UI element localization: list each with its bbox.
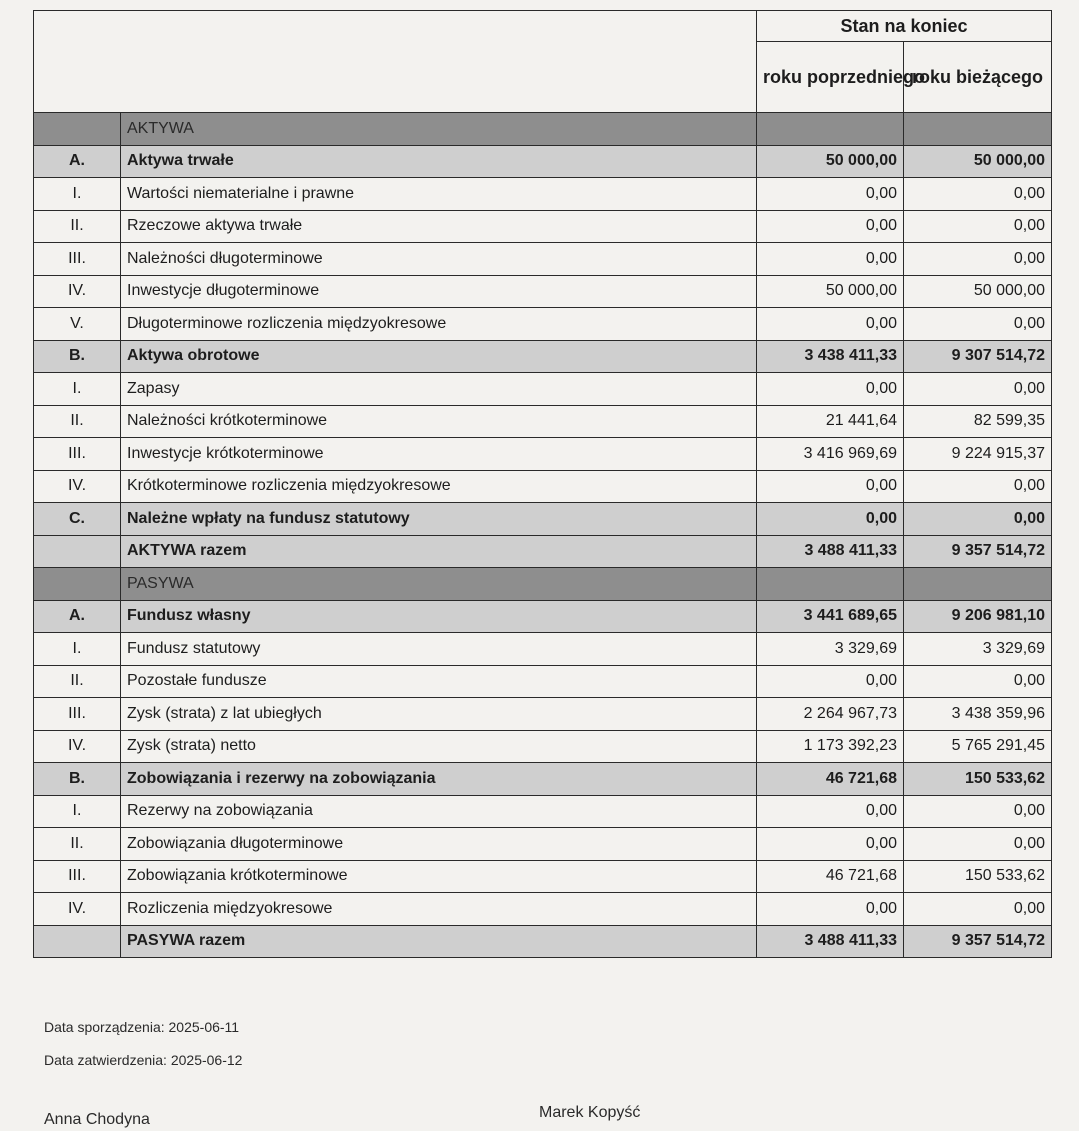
header-roku-poprzedniego: roku poprzedniego	[757, 42, 904, 113]
group-row	[34, 340, 1052, 373]
row-label: Zobowiązania i rezerwy na zobowiązania	[121, 763, 757, 796]
table-row	[34, 373, 1052, 406]
value-current-year: 9 357 514,72	[904, 535, 1052, 568]
row-code	[34, 113, 121, 146]
value-current-year: 5 765 291,45	[904, 730, 1052, 763]
value-previous-year: 21 441,64	[757, 405, 904, 438]
total-row	[34, 535, 1052, 568]
value-current-year: 0,00	[904, 308, 1052, 341]
value-current-year: 0,00	[904, 665, 1052, 698]
section-row	[34, 568, 1052, 601]
row-label: Inwestycje długoterminowe	[121, 275, 757, 308]
row-code: II.	[34, 405, 121, 438]
row-code: I.	[34, 795, 121, 828]
row-code: B.	[34, 340, 121, 373]
value-current-year: 0,00	[904, 210, 1052, 243]
row-label: Rezerwy na zobowiązania	[121, 795, 757, 828]
value-previous-year: 1 173 392,23	[757, 730, 904, 763]
date-approved: Data zatwierdzenia: 2025-06-12	[44, 1052, 243, 1068]
value-current-year: 9 357 514,72	[904, 925, 1052, 958]
table-row	[34, 698, 1052, 731]
table-row	[34, 633, 1052, 666]
row-code: I.	[34, 178, 121, 211]
signer-right: Marek Kopyść	[539, 1104, 641, 1121]
value-current-year: 0,00	[904, 503, 1052, 536]
row-code: III.	[34, 243, 121, 276]
table-row	[34, 308, 1052, 341]
row-label: Należności długoterminowe	[121, 243, 757, 276]
value-previous-year: 0,00	[757, 828, 904, 861]
header-stan-na-koniec: Stan na koniec	[757, 11, 1052, 42]
group-row	[34, 145, 1052, 178]
value-previous-year: 3 488 411,33	[757, 925, 904, 958]
row-label: Aktywa obrotowe	[121, 340, 757, 373]
value-current-year: 9 206 981,10	[904, 600, 1052, 633]
table-row	[34, 243, 1052, 276]
value-previous-year: 0,00	[757, 210, 904, 243]
value-previous-year: 0,00	[757, 665, 904, 698]
row-code: IV.	[34, 893, 121, 926]
row-label: Należności krótkoterminowe	[121, 405, 757, 438]
value-previous-year: 0,00	[757, 308, 904, 341]
row-label: Wartości niematerialne i prawne	[121, 178, 757, 211]
value-current-year: 150 533,62	[904, 860, 1052, 893]
row-label: AKTYWA razem	[121, 535, 757, 568]
date-prepared: Data sporządzenia: 2025-06-11	[44, 1019, 240, 1035]
value-current-year	[904, 568, 1052, 601]
table-row	[34, 730, 1052, 763]
header-blank-cell	[34, 11, 757, 113]
row-label: PASYWA razem	[121, 925, 757, 958]
row-code: II.	[34, 665, 121, 698]
value-previous-year: 0,00	[757, 178, 904, 211]
row-label: Krótkoterminowe rozliczenia międzyokresowe	[121, 470, 757, 503]
value-current-year: 82 599,35	[904, 405, 1052, 438]
value-previous-year: 2 264 967,73	[757, 698, 904, 731]
table-row	[34, 470, 1052, 503]
value-previous-year: 0,00	[757, 893, 904, 926]
row-label: Zysk (strata) z lat ubiegłych	[121, 698, 757, 731]
row-code: I.	[34, 373, 121, 406]
value-previous-year: 0,00	[757, 795, 904, 828]
group-row	[34, 600, 1052, 633]
value-current-year: 0,00	[904, 243, 1052, 276]
row-code	[34, 568, 121, 601]
table-row	[34, 275, 1052, 308]
header-roku-biezacego: roku bieżącego	[904, 42, 1052, 113]
total-row	[34, 925, 1052, 958]
row-label: Zysk (strata) netto	[121, 730, 757, 763]
row-code	[34, 535, 121, 568]
row-label: Zobowiązania krótkoterminowe	[121, 860, 757, 893]
value-previous-year: 3 441 689,65	[757, 600, 904, 633]
table-row	[34, 438, 1052, 471]
value-current-year: 0,00	[904, 828, 1052, 861]
table-row	[34, 178, 1052, 211]
value-previous-year	[757, 568, 904, 601]
value-previous-year: 3 488 411,33	[757, 535, 904, 568]
row-label: Zobowiązania długoterminowe	[121, 828, 757, 861]
row-label: PASYWA	[121, 568, 757, 601]
balance-sheet-body	[34, 113, 1052, 958]
row-label: Inwestycje krótkoterminowe	[121, 438, 757, 471]
value-previous-year: 46 721,68	[757, 763, 904, 796]
table-row	[34, 795, 1052, 828]
value-current-year: 50 000,00	[904, 145, 1052, 178]
value-previous-year: 3 329,69	[757, 633, 904, 666]
value-previous-year: 0,00	[757, 243, 904, 276]
table-row	[34, 860, 1052, 893]
row-label: Fundusz statutowy	[121, 633, 757, 666]
value-current-year: 0,00	[904, 893, 1052, 926]
row-code: II.	[34, 210, 121, 243]
row-code	[34, 925, 121, 958]
value-current-year: 3 438 359,96	[904, 698, 1052, 731]
table-row	[34, 210, 1052, 243]
row-code: V.	[34, 308, 121, 341]
row-code: IV.	[34, 275, 121, 308]
row-label: Długoterminowe rozliczenia międzyokresowe	[121, 308, 757, 341]
row-code: C.	[34, 503, 121, 536]
row-label: Należne wpłaty na fundusz statutowy	[121, 503, 757, 536]
value-current-year: 0,00	[904, 795, 1052, 828]
table-row	[34, 405, 1052, 438]
value-current-year	[904, 113, 1052, 146]
row-code: III.	[34, 860, 121, 893]
group-row	[34, 763, 1052, 796]
section-row	[34, 113, 1052, 146]
value-previous-year: 50 000,00	[757, 275, 904, 308]
value-previous-year: 0,00	[757, 503, 904, 536]
value-previous-year: 3 416 969,69	[757, 438, 904, 471]
value-current-year: 9 224 915,37	[904, 438, 1052, 471]
value-previous-year: 0,00	[757, 470, 904, 503]
row-label: Pozostałe fundusze	[121, 665, 757, 698]
row-code: B.	[34, 763, 121, 796]
table-row	[34, 828, 1052, 861]
group-row	[34, 503, 1052, 536]
row-label: AKTYWA	[121, 113, 757, 146]
row-label: Rzeczowe aktywa trwałe	[121, 210, 757, 243]
value-previous-year: 0,00	[757, 373, 904, 406]
row-code: III.	[34, 438, 121, 471]
value-current-year: 0,00	[904, 470, 1052, 503]
value-current-year: 50 000,00	[904, 275, 1052, 308]
value-previous-year: 46 721,68	[757, 860, 904, 893]
row-label: Aktywa trwałe	[121, 145, 757, 178]
row-code: A.	[34, 600, 121, 633]
value-current-year: 3 329,69	[904, 633, 1052, 666]
header-row-top	[34, 11, 1052, 42]
row-code: II.	[34, 828, 121, 861]
balance-sheet-table	[33, 10, 1052, 958]
row-code: IV.	[34, 730, 121, 763]
value-current-year: 0,00	[904, 178, 1052, 211]
row-code: IV.	[34, 470, 121, 503]
value-previous-year: 3 438 411,33	[757, 340, 904, 373]
table-row	[34, 665, 1052, 698]
row-label: Fundusz własny	[121, 600, 757, 633]
row-code: III.	[34, 698, 121, 731]
value-current-year: 0,00	[904, 373, 1052, 406]
table-row	[34, 893, 1052, 926]
value-current-year: 9 307 514,72	[904, 340, 1052, 373]
row-code: A.	[34, 145, 121, 178]
row-label: Rozliczenia międzyokresowe	[121, 893, 757, 926]
value-previous-year	[757, 113, 904, 146]
value-previous-year: 50 000,00	[757, 145, 904, 178]
row-code: I.	[34, 633, 121, 666]
signer-left: Anna Chodyna	[44, 1111, 150, 1128]
row-label: Zapasy	[121, 373, 757, 406]
value-current-year: 150 533,62	[904, 763, 1052, 796]
